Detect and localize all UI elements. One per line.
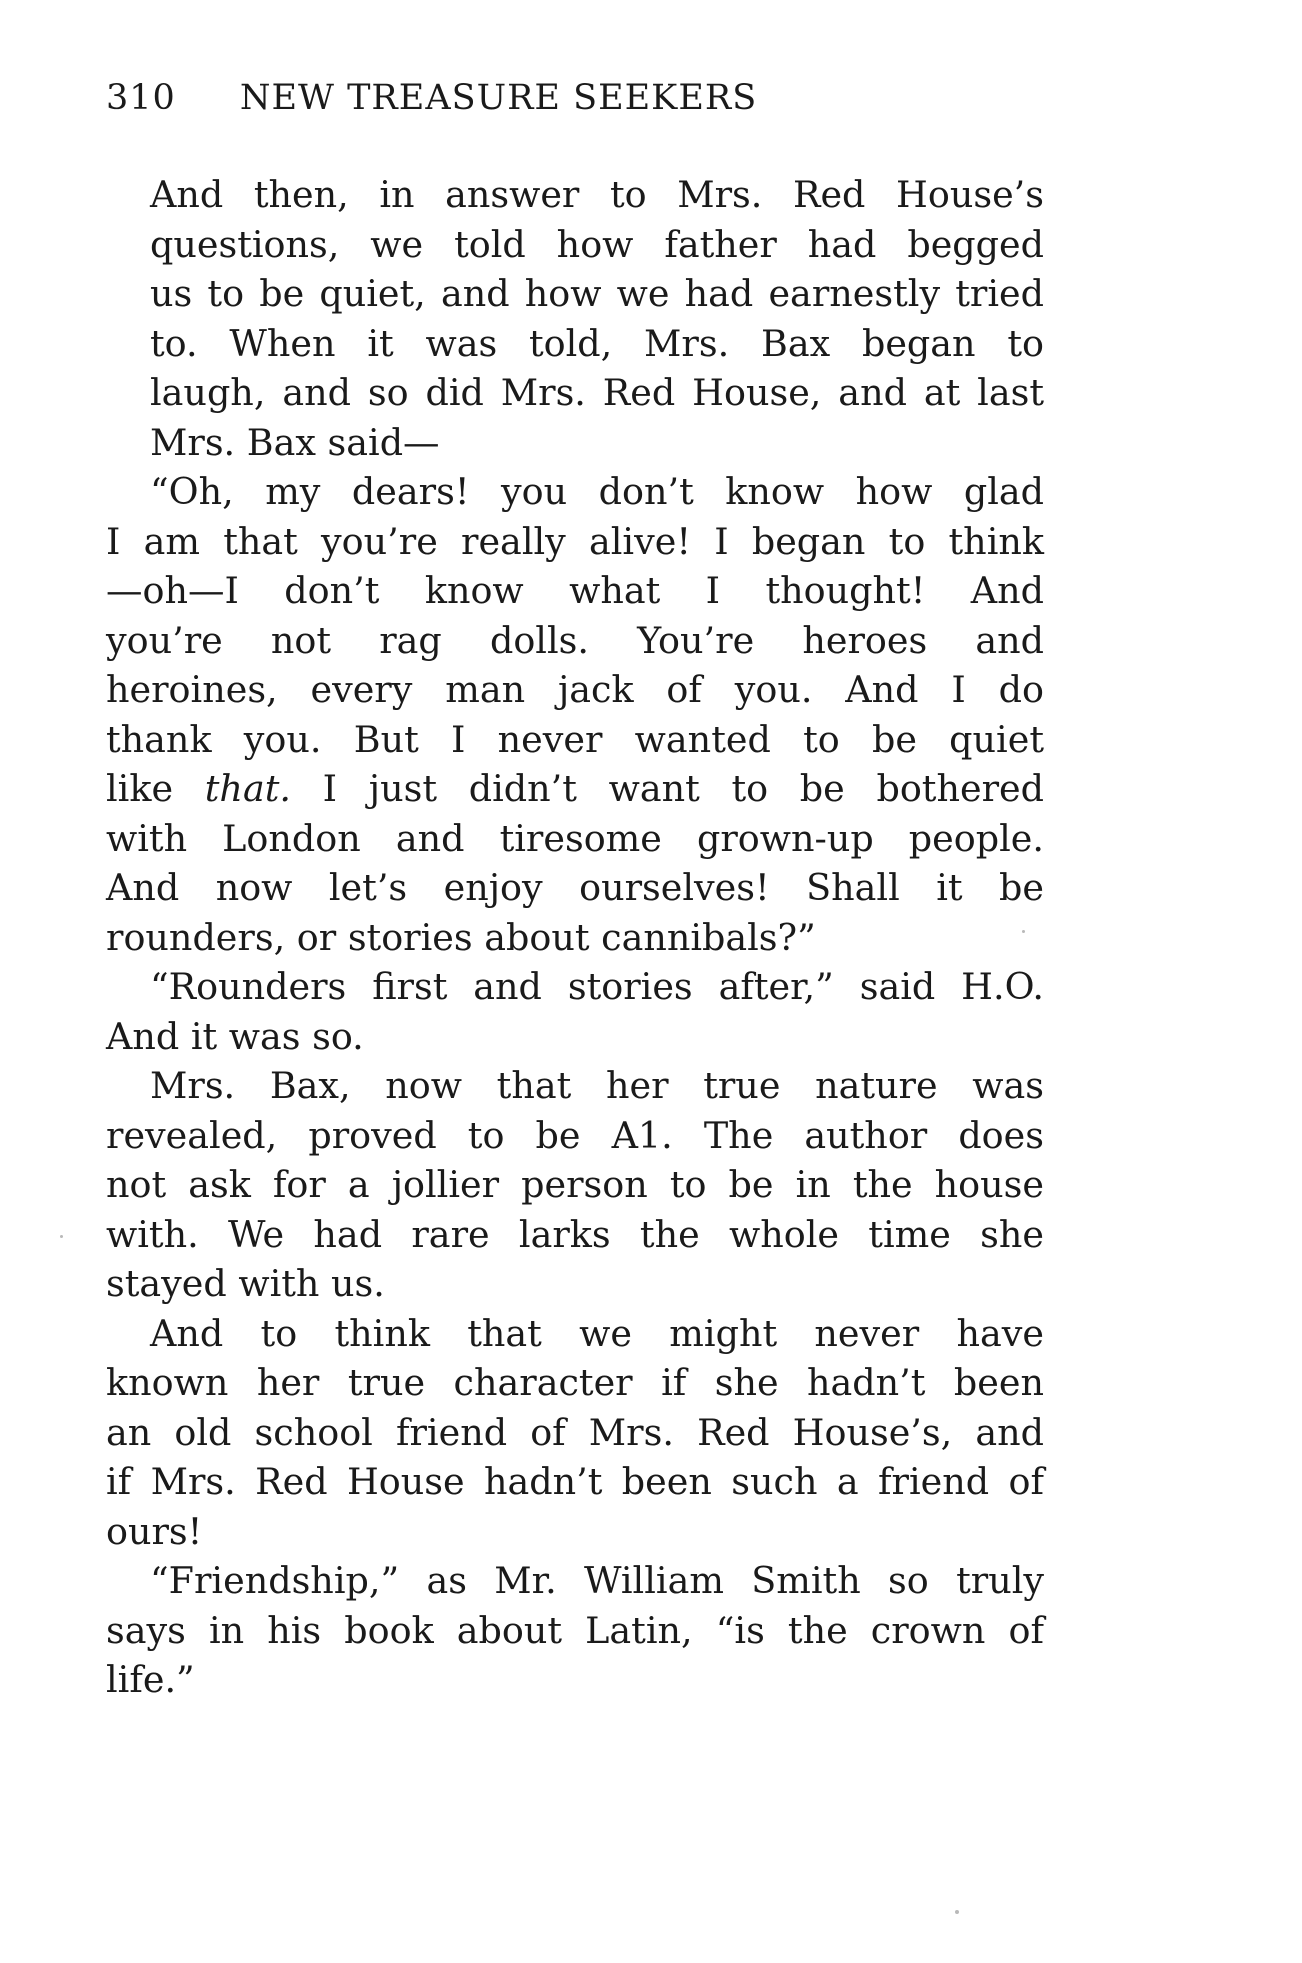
text-line: if Mrs. Red House hadn’t been such a friend of [106,1460,1044,1503]
text-line: laugh, and so did Mrs. Red House, and at last [150,371,1044,414]
text-line: to. When it was told, Mrs. Bax began to [150,321,1044,365]
text-line: life.” [106,1658,195,1701]
text-line: revealed, proved to be A1. The author does [106,1113,1044,1157]
text-line: And then, in answer to Mrs. Red House’s [150,173,1044,216]
paragraph-5 [106,1309,1044,1557]
text-line [106,764,1044,814]
text-fragment: I just didn’t want to be bothered [290,767,1044,810]
paragraph-4 [106,1061,1044,1309]
text-line: ours! [106,1509,203,1553]
text-line: not ask for a jollier person to be in the house [106,1163,1044,1206]
text-line: an old school friend of Mrs. Red House’s, and [106,1410,1044,1454]
text-line: “Friendship,” as Mr. William Smith so truly [150,1559,1044,1602]
text-line: with London and tiresome grown-up people. [106,816,1044,860]
text-line: us to be quiet, and how we had earnestly tried [150,272,1044,315]
paragraph-2 [106,467,1044,962]
page-number: 310 [106,78,176,118]
text-line: says in his book about Latin, “is the crown of [106,1608,1044,1652]
body-text [106,170,1044,1705]
text-line: with. We had rare larks the whole time she [106,1212,1044,1256]
text-line: known her true character if she hadn’t been [106,1361,1044,1404]
text-line: rounders, or stories about cannibals?” [106,915,816,959]
text-line: “Rounders first and stories after,” said H.O. [150,965,1044,1008]
text-line: And it was so. [106,1014,364,1058]
text-line: And to think that we might never have [150,1311,1044,1355]
text-line: stayed with us. [106,1262,385,1305]
text-line: “Oh, my dears! you don’t know how glad [150,470,1044,513]
text-line: Mrs. Bax said— [150,420,440,464]
text-line: —oh—I don’t know what I thought! And [106,569,1044,612]
text-line: you’re not rag dolls. You’re heroes and [106,618,1044,662]
text-line: And now let’s enjoy ourselves! Shall it be [106,866,1044,909]
text-line: I am that you’re really alive! I began to think [106,519,1044,563]
paragraph-1 [106,170,1044,467]
scan-speck [60,1235,63,1238]
running-head [106,78,1056,138]
running-title: NEW TREASURE SEEKERS [239,78,758,118]
scan-speck [955,1910,959,1914]
text-line: questions, we told how father had begged [150,222,1044,266]
paragraph-3 [106,962,1044,1061]
scan-speck [1022,930,1025,933]
italic-emphasis: that. [204,767,291,810]
text-line: thank you. But I never wanted to be quiet [106,717,1044,761]
paragraph-6 [106,1556,1044,1705]
text-line: heroines, every man jack of you. And I do [106,668,1044,711]
text-fragment: like [106,767,205,810]
text-line: Mrs. Bax, now that her true nature was [150,1064,1044,1107]
